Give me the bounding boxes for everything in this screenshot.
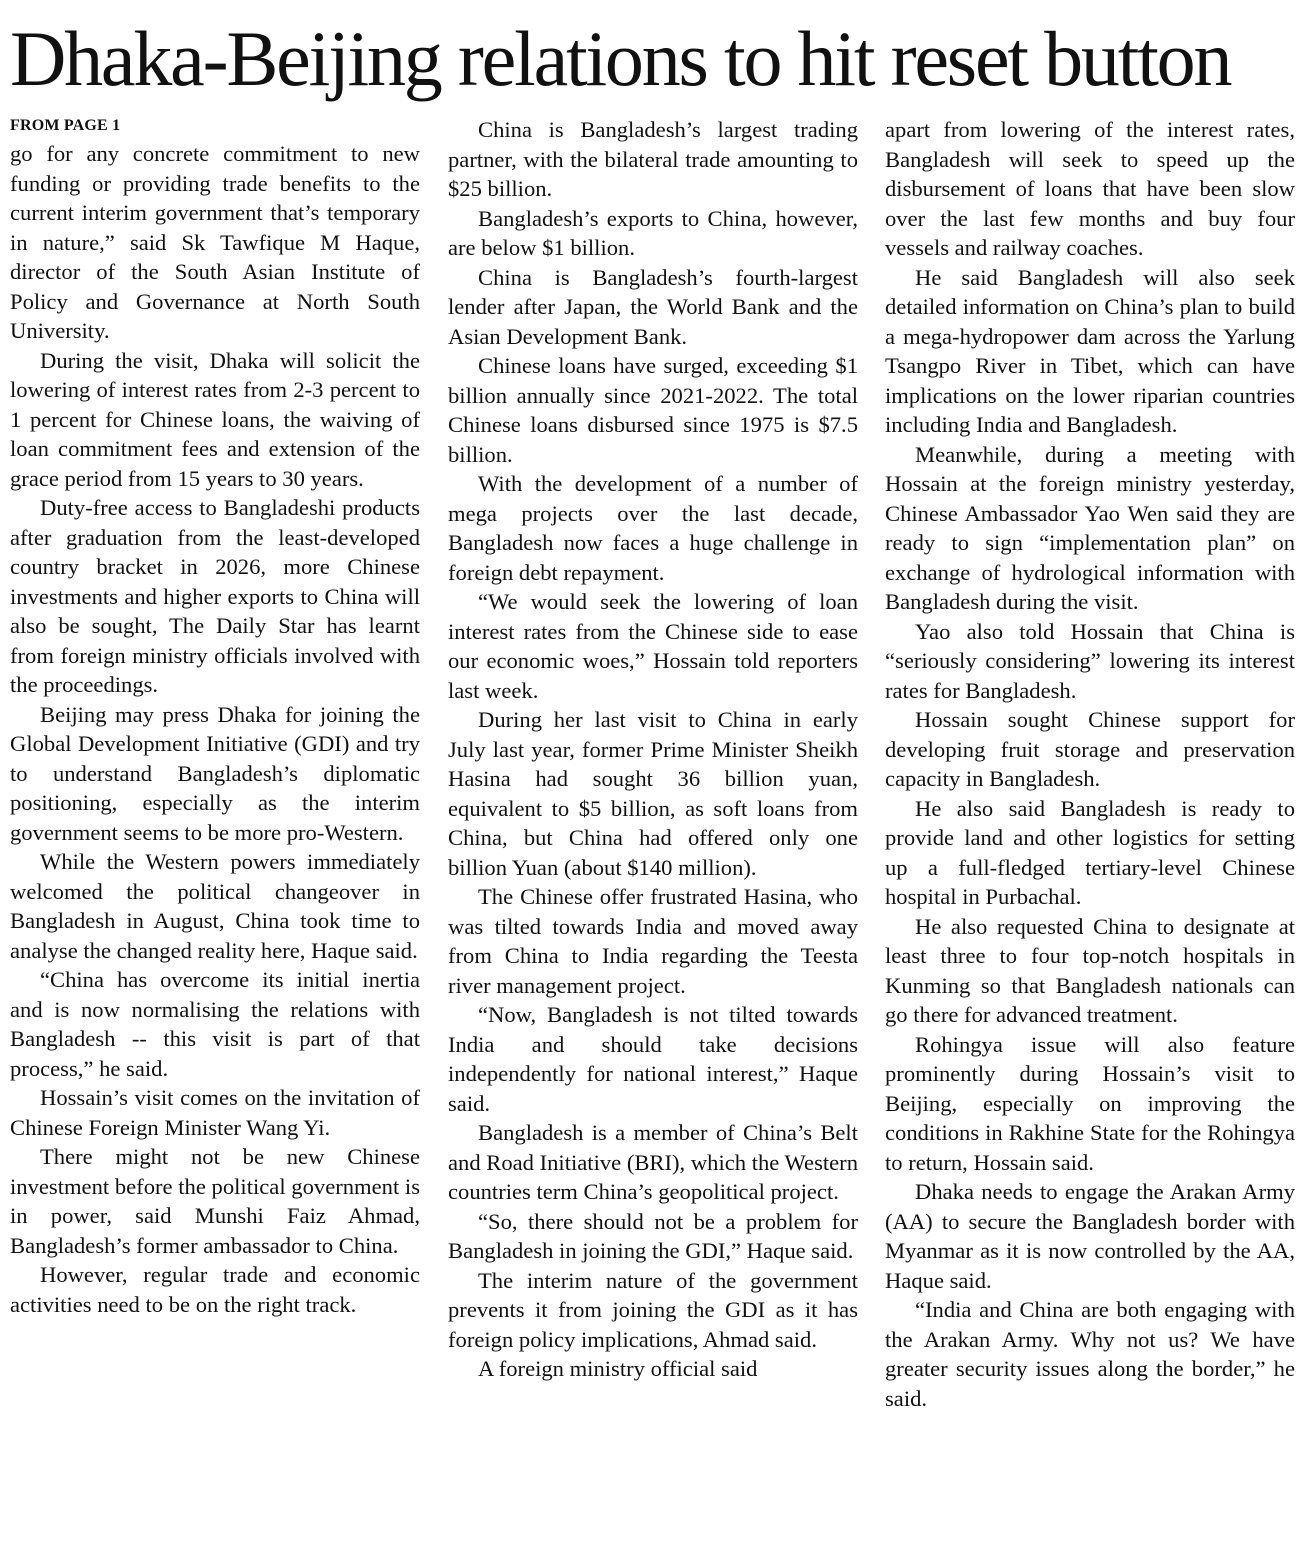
paragraph: Duty-free access to Bangladeshi products after graduation from the least-developed country bracket in 2026, more Chinese investments and higher exports to China will also be sought, The Daily Star has learnt from foreign ministry officials involved with the proceedings. bbox=[10, 495, 420, 697]
paragraph: Chinese loans have surged, exceeding $1 billion annually since 2021-2022. The total Chinese loans disbursed since 1975 is $7.5 billion. bbox=[448, 353, 858, 467]
paragraph: He also said Bangladesh is ready to provide land and other logistics for setting up a full-fledged tertiary-level Chinese hospital in Purbachal. bbox=[885, 795, 1295, 909]
paragraph: Yao also told Hossain that China is “seriously considering” lowering its interest rates for Bangladesh. bbox=[885, 618, 1295, 703]
paragraph: China is Bangladesh’s largest trading partner, with the bilateral trade amounting to $25 billion. bbox=[448, 117, 858, 201]
paragraph: He also requested China to designate at least three to four top-notch hospitals in Kunming so that Bangladesh nationals can go there for advanced treatment. bbox=[885, 913, 1295, 1027]
paragraph: “Now, Bangladesh is not tilted towards India and should take decisions independently for national interest,” Haque said. bbox=[448, 1002, 858, 1116]
paragraph: Bangladesh’s exports to China, however, are below $1 billion. bbox=[448, 205, 858, 260]
paragraph: The interim nature of the government prevents it from joining the GDI as it has foreign policy implications, Ahmad said. bbox=[448, 1267, 858, 1352]
kicker-from-page: FROM PAGE 1 bbox=[10, 117, 121, 134]
article-column-3 bbox=[885, 114, 1295, 1413]
paragraph: There might not be new Chinese investment before the political government is in power, said Munshi Faiz Ahmad, Bangladesh’s former ambassador to China. bbox=[10, 1144, 420, 1258]
paragraph: While the Western powers immediately welcomed the political changeover in Bangladesh in August, China took time to analyse the changed reality here, Haque said. bbox=[10, 849, 420, 963]
paragraph: “So, there should not be a problem for Bangladesh in joining the GDI,” Haque said. bbox=[448, 1208, 858, 1263]
paragraph: The Chinese offer frustrated Hasina, who was tilted towards India and moved away from China to India regarding the Teesta river management project. bbox=[448, 884, 858, 998]
headline: Dhaka-Beijing relations to hit reset button bbox=[10, 15, 1231, 102]
paragraph: Hossain’s visit comes on the invitation of Chinese Foreign Minister Wang Yi. bbox=[10, 1085, 420, 1140]
paragraph: Hossain sought Chinese support for developing fruit storage and preservation capacity in Bangladesh. bbox=[885, 707, 1295, 791]
paragraph: Rohingya issue will also feature prominently during Hossain’s visit to Beijing, especially on improving the conditions in Rakhine State for the Rohingya to return, Hossain said. bbox=[885, 1031, 1295, 1175]
paragraph: Bangladesh is a member of China’s Belt and Road Initiative (BRI), which the Western countries term China’s geopolitical project. bbox=[448, 1120, 858, 1204]
article-column-2 bbox=[448, 114, 858, 1384]
paragraph: “India and China are both engaging with the Arakan Army. Why not us? We have greater security issues along the border,” he said. bbox=[885, 1297, 1295, 1411]
paragraph: During her last visit to China in early July last year, former Prime Minister Sheikh Hasina had sought 36 billion yuan, equivalent to $5 billion, as soft loans from China, but China had offered only one billion Yuan (about $140 million). bbox=[448, 707, 858, 880]
paragraph: A foreign ministry official said bbox=[478, 1356, 758, 1381]
paragraph: go for any concrete commitment to new funding or providing trade benefits to the current interim government that’s temporary in nature,” said Sk Tawfique M Haque, director of the South Asian Institute of Policy and Governance at North South University. bbox=[10, 141, 420, 343]
paragraph: Dhaka needs to engage the Arakan Army (AA) to secure the Bangladesh border with Myanmar as it is now controlled by the AA, Haque said. bbox=[885, 1179, 1295, 1293]
paragraph: apart from lowering of the interest rates, Bangladesh will seek to speed up the disbursement of loans that have been slow over the last few months and buy four vessels and railway coaches. bbox=[885, 117, 1295, 260]
paragraph: During the visit, Dhaka will solicit the lowering of interest rates from 2-3 percent to 1 percent for Chinese loans, the waiving of loan commitment fees and extension of the grace period from 15 years to 30 years. bbox=[10, 347, 420, 491]
paragraph: “China has overcome its initial inertia and is now normalising the relations with Bangladesh -- this visit is part of that process,” he said. bbox=[10, 967, 420, 1081]
paragraph: “We would seek the lowering of loan interest rates from the Chinese side to ease our economic woes,” Hossain told reporters last week. bbox=[448, 589, 858, 703]
paragraph: Beijing may press Dhaka for joining the Global Development Initiative (GDI) and try to understand Bangladesh’s diplomatic positioning, especially as the interim government seems to be more pro-Western. bbox=[10, 701, 420, 845]
paragraph: China is Bangladesh’s fourth-largest lender after Japan, the World Bank and the Asian Development Bank. bbox=[448, 264, 858, 349]
paragraph: He said Bangladesh will also seek detailed information on China’s plan to build a mega-hydropower dam across the Yarlung Tsangpo River in Tibet, which can have implications on the lower riparian countries including India and Bangladesh. bbox=[885, 264, 1295, 437]
paragraph: With the development of a number of mega projects over the last decade, Bangladesh now faces a huge challenge in foreign debt repayment. bbox=[448, 471, 858, 585]
paragraph: Meanwhile, during a meeting with Hossain at the foreign ministry yesterday, Chinese Ambassador Yao Wen said they are ready to sign “implementation plan” on exchange of hydrological information with Bangladesh during the visit. bbox=[885, 441, 1295, 614]
paragraph: However, regular trade and economic activities need to be on the right track. bbox=[10, 1262, 420, 1317]
article-column-1 bbox=[10, 114, 420, 1319]
